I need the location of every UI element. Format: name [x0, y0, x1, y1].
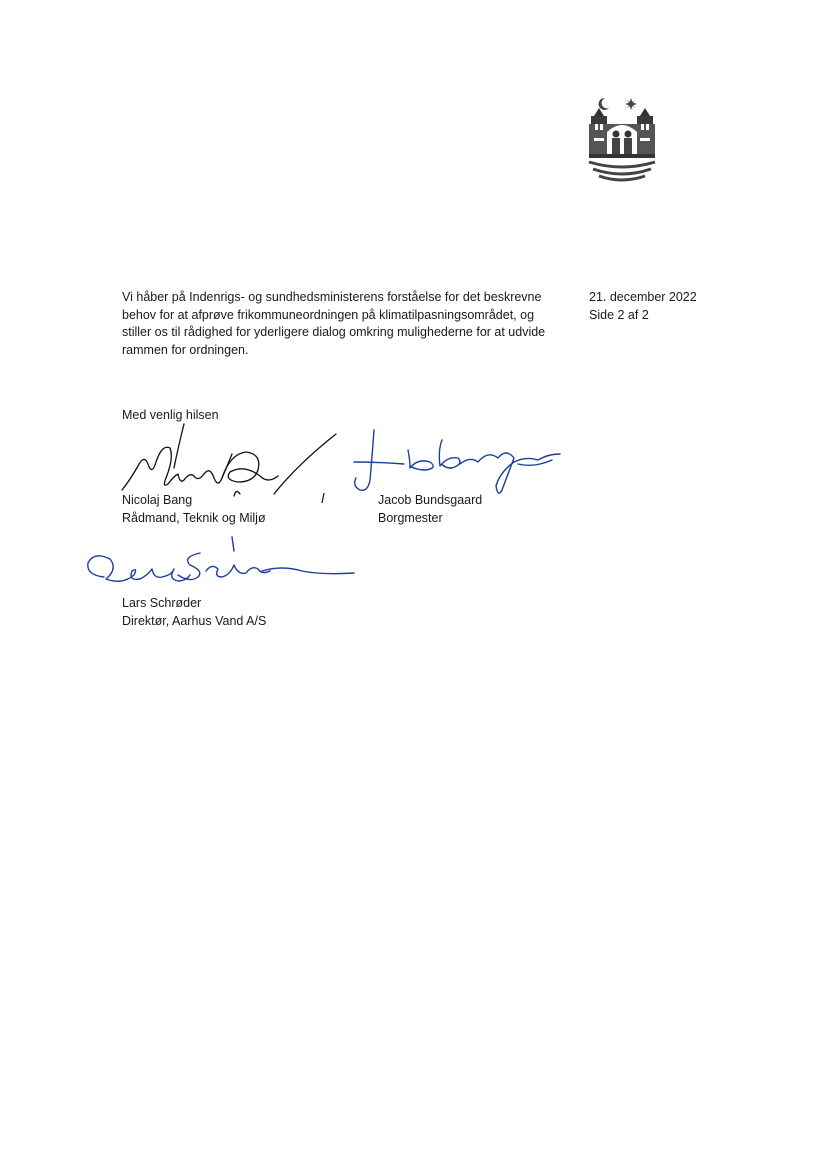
signature-nicolaj-bang	[118, 418, 343, 498]
letter-meta	[589, 289, 697, 324]
body-line: rammen for ordningen.	[122, 342, 249, 357]
signatory-title: Direktør, Aarhus Vand A/S	[122, 613, 267, 628]
aarhus-coat-of-arms-icon	[585, 94, 659, 186]
pen-mark	[320, 491, 326, 503]
signatory-block	[122, 595, 266, 630]
signatory-title: Rådmand, Teknik og Miljø	[122, 510, 266, 525]
closing-phrase: Med venlig hilsen	[122, 408, 219, 422]
signatory-name: Jacob Bundsgaard	[378, 493, 483, 507]
signature-jacob-bundsgaard	[348, 428, 563, 498]
letter-date: 21. december 2022	[589, 290, 697, 304]
signatory-title: Borgmester	[378, 510, 443, 525]
signature-lars-schroder	[82, 535, 362, 595]
signatory-name: Lars Schrøder	[122, 596, 202, 610]
page-number: Side 2 af 2	[589, 307, 649, 322]
body-line: behov for at afprøve frikommuneordningen på klimatilpasningsområdet, og	[122, 307, 535, 322]
signatory-block	[378, 492, 482, 527]
signatory-block	[122, 492, 266, 527]
body-line: Vi håber på Indenrigs- og sundhedsministerens forståelse for det beskrevne	[122, 290, 542, 304]
body-line: stiller os til rådighed for yderligere dialog omkring mulighederne for at udvide	[122, 325, 546, 340]
signatory-name: Nicolaj Bang	[122, 493, 193, 507]
letter-body	[122, 289, 545, 359]
